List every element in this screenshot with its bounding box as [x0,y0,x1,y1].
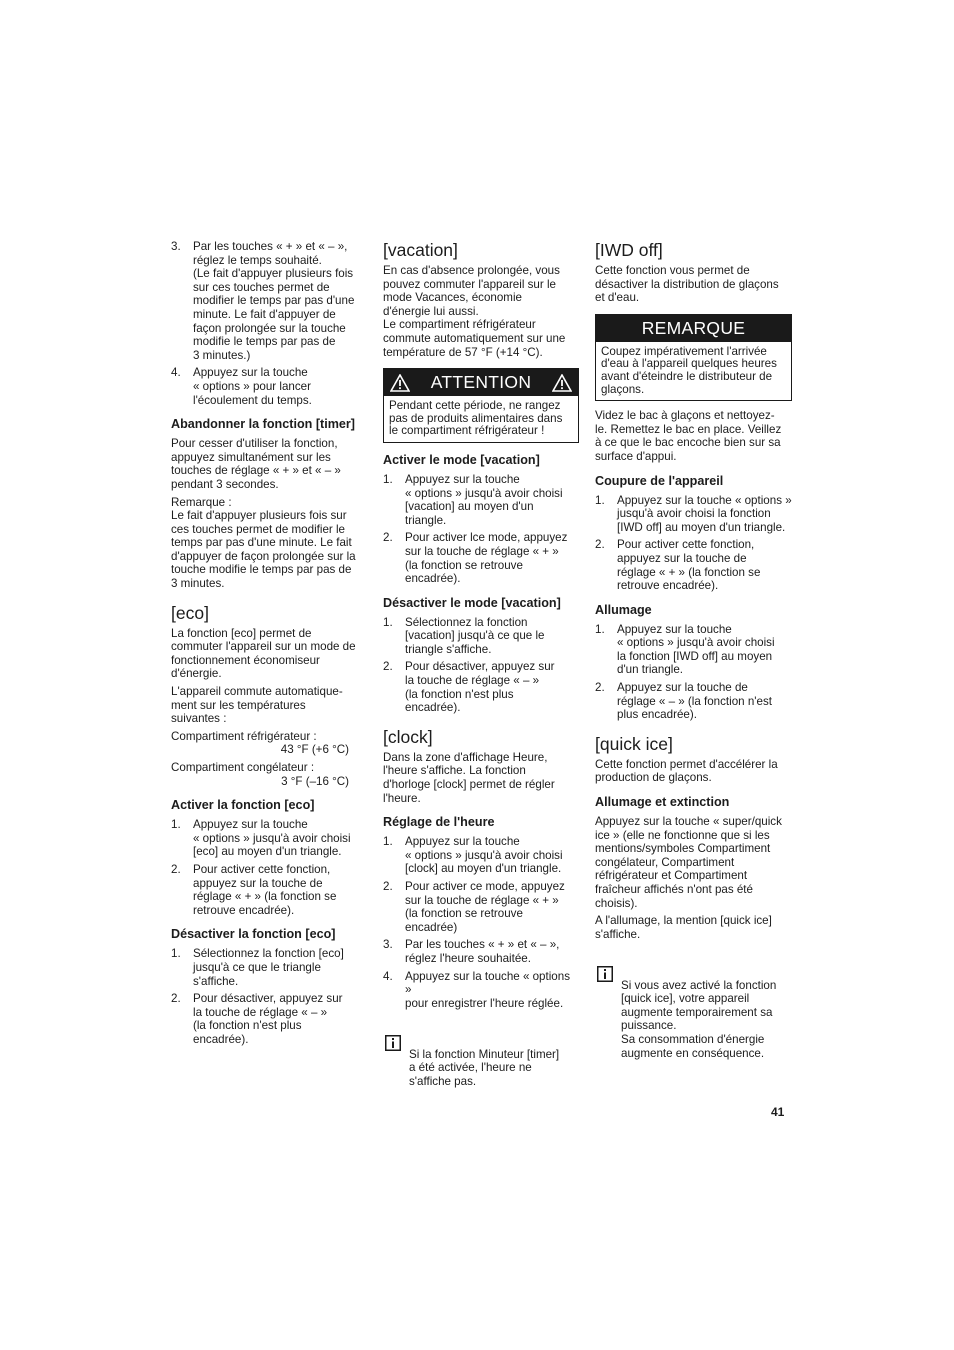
clock-info-note [383,1020,579,1088]
remarque-text: Coupez impérativement l'arrivée d'eau à l'appareil quelques heures avant d'éteindre le distributeur de glaçons. [601,344,777,396]
fridge-temp: 43 °F (+6 °C) [280,743,349,757]
on-list [595,623,792,722]
remarque-box [595,314,792,401]
quick-ice-sub-heading: Allumage et extinction [595,795,730,810]
quick-ice-on-text: A l'allumage, la mention [quick ice] s'affiche. [595,914,772,941]
vacation-intro: En cas d'absence prolongée, vous pouvez commuter l'appareil sur le mode Vacances, économie d'énergie lui aussi. Le compartiment réfrigérateur commute automatiquement sur une température de 57 °F (+14 °C). [383,264,566,359]
column-left [171,240,363,1051]
warning-icon [552,373,572,400]
vacation-off-list [383,616,579,715]
clock-info-text: Si la fonction Minuteur [timer] a été activée, l'heure ne s'affiche pas. [409,1047,560,1088]
list-item: 1. Sélectionnez la fonction [vacation] jusqu'à ce que le triangle s'affiche. [383,615,545,656]
eco-off-heading: Désactiver la fonction [eco] [171,927,336,942]
abandon-timer-text: Pour cesser d'utiliser la fonction, appuyez simultanément sur les touches de réglage « + » et « – » pendant 3 secondes. [171,437,341,491]
info-icon [385,1021,401,1054]
page-number: 41 [771,1105,785,1119]
attention-label: ATTENTION [430,372,532,393]
list-item: 1. Appuyez sur la touche « options » jusqu'à avoir choisi [eco] au moyen d'un triangle. [171,818,351,859]
list-item: 1. Sélectionnez la fonction [eco] jusqu'à ce que le triangle s'affiche. [171,947,344,988]
list-item: 4. Appuyez sur la touche « options » pour lancer l'écoulement du temps. [171,366,312,407]
attention-text: Pendant cette période, ne rangez pas de produits alimentaires dans le compartiment réfrigérateur ! [389,399,563,438]
quick-ice-info-text: Si vous avez activé la fonction [quick ice], votre appareil augmente temporairement sa puissance. Sa consommation d'énergie augmente en conséquence. [621,978,777,1060]
abandon-timer-heading: Abandonner la fonction [timer] [171,417,356,432]
eco-on-heading: Activer la fonction [eco] [171,798,315,813]
vacation-heading: [vacation] [383,240,458,260]
quick-ice-text: Appuyez sur la touche « super/quick ice » (elle ne fonctionne que si les mentions/symboles Compartiment congélateur, Compartiment réfrigérateur et Compartiment fraîcheur affichés n'ont pas été choisis). [595,815,782,910]
list-item: 3. Par les touches « + » et « – », réglez le temps souhaité. (Le fait d'appuyer plusieurs fois sur ces touches permet de modifier le temps par pas d'une minute. Le fait d'appuyer de façon prolongée sur la touche modifie le temps par pas de 3 minutes.) [171,240,355,362]
iwd-intro: Cette fonction vous permet de désactiver la distribution de glaçons et d'eau. [595,264,779,305]
vacation-on-list [383,473,579,586]
list-item: 2. Pour activer ce mode, appuyez sur la touche de réglage « + » (la fonction se retrouve encadrée) [383,880,565,934]
attention-box [383,368,579,443]
list-item: 1. Appuyez sur la touche « options » jusqu'à avoir choisi la fonction [IWD off] au moyen d'un triangle. [595,622,775,677]
list-item: 2. Pour activer lce mode, appuyez sur la touche de réglage « + » (la fonction se retrouve encadrée). [383,531,568,586]
clock-set-heading: Réglage de l'heure [383,815,495,830]
list-item: 2. Pour activer cette fonction, appuyez sur la touche de réglage « + » (la fonction se retrouve encadrée). [171,862,337,917]
quick-ice-intro: Cette fonction permet d'accélérer la production de glaçons. [595,757,778,785]
clock-steps-list [383,835,579,1010]
list-item: 1. Appuyez sur la touche « options » jusqu'à avoir choisi [clock] au moyen d'un triangle. [383,835,563,876]
cut-list [595,494,792,593]
list-item: 4. Appuyez sur la touche « options » pour enregistrer l'heure réglée. [383,969,570,1010]
freezer-label: Compartiment congélateur : [171,761,315,774]
remarque-header [596,315,791,342]
vacation-on-heading: Activer le mode [vacation] [383,452,540,467]
fridge-label: Compartiment réfrigérateur : [171,729,317,743]
freezer-temp: 3 °F (–16 °C) [281,774,349,788]
quick-ice-info-note [595,951,792,1060]
cut-heading: Coupure de l'appareil [595,473,724,488]
warning-icon [390,373,410,400]
eco-intro: La fonction [eco] permet de commuter l'appareil sur un mode de fonctionnement économiseur d'énergie. [171,626,356,681]
column-right [595,240,792,1060]
quick-ice-heading: [quick ice] [595,733,673,754]
list-item: 2. Pour activer cette fonction, appuyez sur la touche de réglage « + » (la fonction se retrouve encadrée). [595,538,761,593]
list-item: 1. Appuyez sur la touche « options » jusqu'à avoir choisi la fonction [IWD off] au moyen d'un triangle. [595,493,792,534]
clock-intro: Dans la zone d'affichage Heure, l'heure s'affiche. La fonction d'horloge [clock] permet de régler l'heure. [383,750,555,805]
iwd-heading: [IWD off] [595,240,663,260]
timer-steps-list [171,240,363,407]
info-icon [597,952,613,985]
list-item: 2. Appuyez sur la touche de réglage « – » (la fonction n'est plus encadrée). [595,681,772,722]
list-item: 3. Par les touches « + » et « – », réglez l'heure souhaitée. [383,938,560,965]
list-item: 1. Appuyez sur la touche « options » jusqu'à avoir choisi [vacation] au moyen d'un triangle. [383,472,563,527]
vacation-off-heading: Désactiver le mode [vacation] [383,595,561,610]
remarque-label: REMARQUE [641,317,746,338]
column-middle [383,240,579,1088]
eco-auto-text: L'appareil commute automatique- ment sur les températures suivantes : [171,685,343,726]
eco-on-list [171,818,363,917]
list-item: 2. Pour désactiver, appuyez sur la touche de réglage « – » (la fonction n'est plus encadrée). [171,992,343,1046]
attention-header [384,369,578,396]
remark-text: Remarque : Le fait d'appuyer plusieurs fois sur ces touches permet de modifier le temps par pas d'une minute. Le fait d'appuyer de façon prolongée sur la touche modifie le temps par pas de 3 minutes. [171,495,356,591]
list-item: 2. Pour désactiver, appuyez sur la touche de réglage « – » (la fonction n'est plus encadrée). [383,660,555,715]
eco-heading: [eco] [171,602,209,623]
iwd-after-text: Videz le bac à glaçons et nettoyez- le. Remettez le bac en place. Veillez à ce que le bac encoche bien sur sa surface d'appui. [595,409,782,463]
clock-heading: [clock] [383,726,433,747]
eco-off-list [171,947,363,1046]
on-heading: Allumage [595,602,652,617]
